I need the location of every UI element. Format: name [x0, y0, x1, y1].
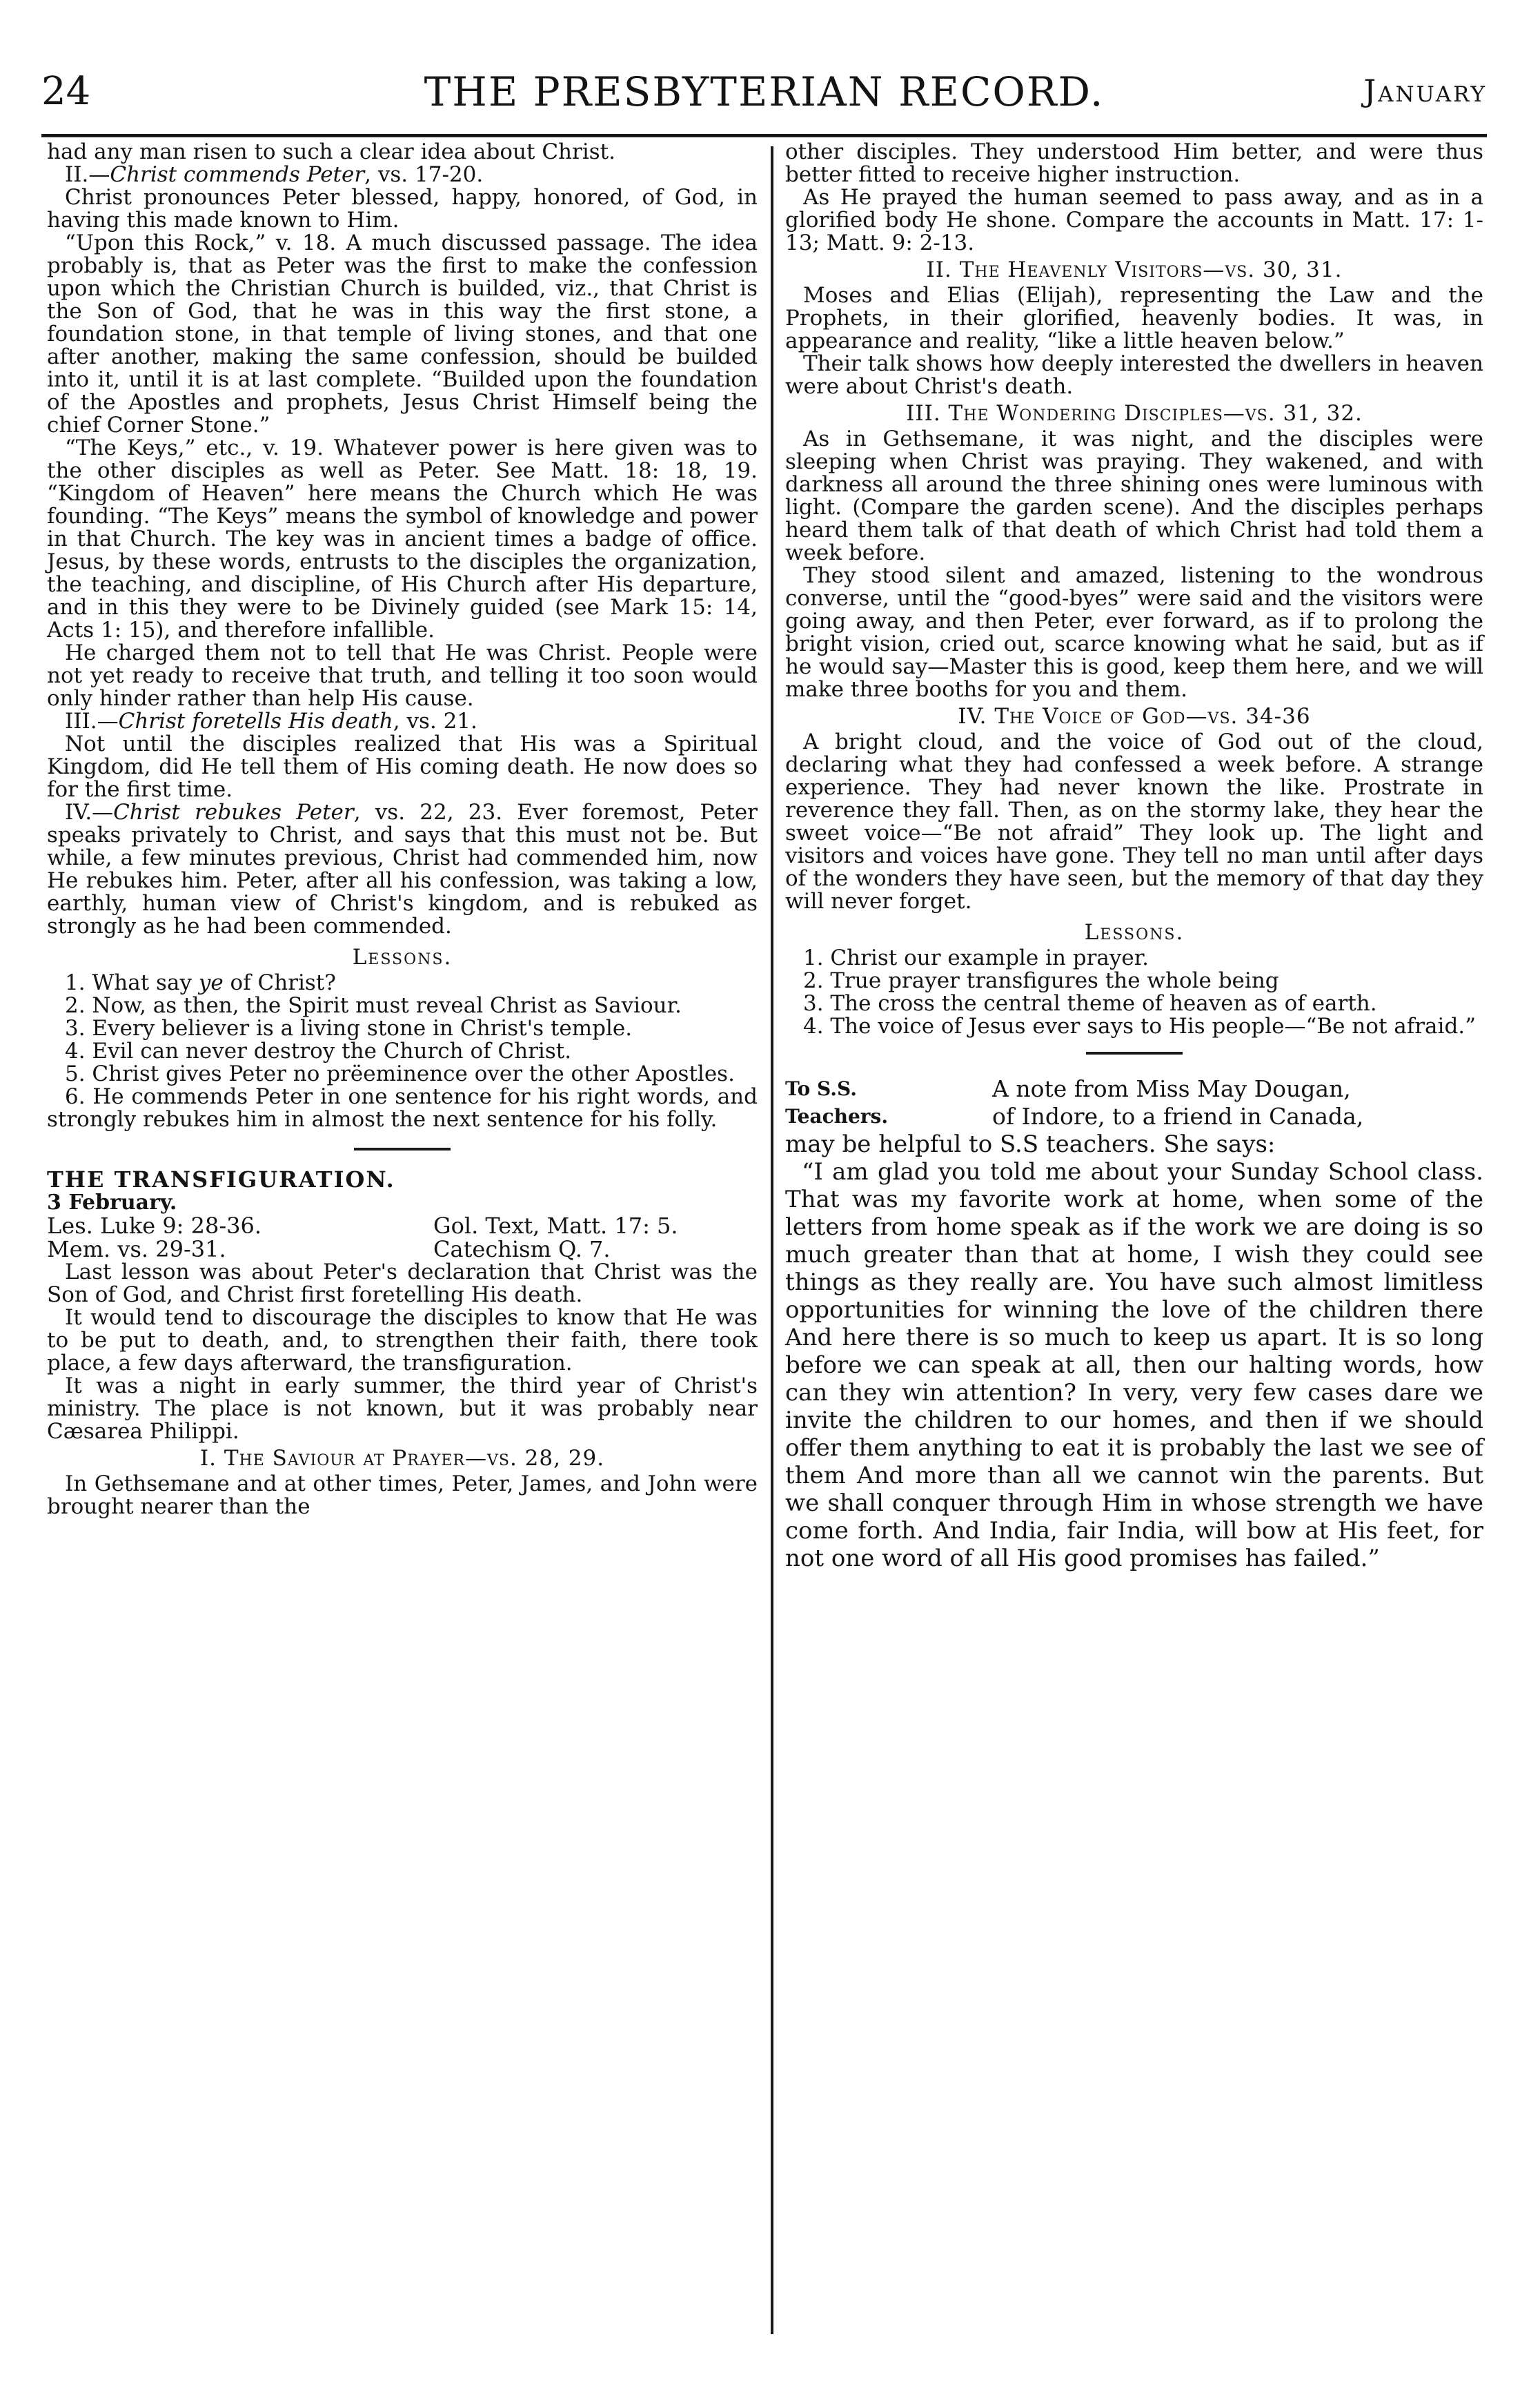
- issue-month: January: [1363, 74, 1487, 109]
- column-divider: [771, 146, 773, 2334]
- paragraph: A bright cloud, and the voice of God out of the cloud, declaring what they had confessed a week before. A strange experience. They had never known the like. Prostrate in reverence they fall. Then, as on the stormy lake, they hear the sweet voice—“Be not afraid” They look up. The light and visitors and voices have gone. They tell no man until after days of the wonders they have seen, but the memory of that day they will never forget.: [785, 730, 1483, 914]
- paragraph: Last lesson was about Peter's declaration that Christ was the Son of God, and Christ first foretelling His death.: [47, 1260, 758, 1307]
- page-number: 24: [41, 69, 91, 114]
- paragraph: “The Keys,” etc., v. 19. Whatever power is here given was to the other disciples as well as Peter. See Matt. 18: 18, 19. “Kingdom of Heaven” here means the Church which He was founding. “The Keys” means the symbol of knowledge and power in that Church. The key was in ancient times a badge of office. Jesus, by these words, entrusts to the disciples the organization, the teaching, and discipline, of His Church after His departure, and in this they were to be Divinely guided (see Mark 15: 14, Acts 1: 15), and therefore infallible.: [47, 435, 758, 643]
- scripture-references: [47, 1214, 758, 1237]
- paragraph: Moses and Elias (Elijah), representing the Law and the Prophets, in their glorified, heavenly bodies. It was, in appearance and reality, “like a little heaven below.”: [785, 283, 1483, 353]
- paragraph: As He prayed the human seemed to pass away, and as in a glorified body He shone. Compare the accounts in Matt. 17: 1-13; Matt. 9: 2-13.: [785, 185, 1483, 255]
- lessons-heading: Lessons.: [352, 945, 453, 970]
- paragraph: may be helpful to S.S teachers. She says:: [785, 1130, 1276, 1158]
- left-column: [47, 141, 758, 1518]
- paragraph: It would tend to discourage the disciples to know that He was to be put to death, and, to strengthen their faith, there took place, a few days afterward, the transfiguration.: [47, 1305, 758, 1375]
- lesson-date: 3 February.: [47, 1191, 177, 1215]
- lesson-item: 3. Every believer is a living stone in Christ's temple.: [65, 1016, 633, 1041]
- paragraph: Not until the disciples realized that His was a Spiritual Kingdom, did He tell them of His coming death. He now does so for the first time.: [47, 732, 758, 802]
- teachers-note: [785, 1075, 1483, 1572]
- paragraph: Their talk shows how deeply interested the dwellers in heaven were about Christ's death.: [785, 351, 1483, 399]
- paragraph: He charged them not to tell that He was Christ. People were not yet ready to receive that truth, and telling it too soon would only hinder rather than help His cause.: [47, 640, 758, 711]
- letter-quote: “I am glad you told me about your Sunday School class. That was my favorite work at home, when some of the letters from home speak as if the work we are doing is so much greater than that at home, I wish they could see things as they really are. You have such almost limitless opportunities for winning the love of the children there And here there is so much to keep us apart. It is so long before we can speak at all, then our halting words, how can they win attention? In very, very few cases dare we invite the children to our homes, and then if we should offer them anything to eat it is probably the last we see of them And more than all we cannot win the parents. But we shall conquer through Him in whose strength we have come forth. And India, fair India, will bow at His feet, for not one word of all His good promises has failed.”: [785, 1158, 1483, 1572]
- note-intro-line: of Indore, to a friend in Canada,: [992, 1103, 1364, 1130]
- lesson-item: 5. Christ gives Peter no prëeminence over the other Apostles.: [65, 1061, 735, 1086]
- paragraph: Christ pronounces Peter blessed, happy, honored, of God, in having this made known to Him.: [47, 185, 758, 233]
- section-heading: III. The Wondering Disciples—vs. 31, 32.: [906, 401, 1363, 426]
- lesson-title: THE TRANSFIGURATION.: [47, 1166, 395, 1193]
- memory-references: [47, 1237, 758, 1261]
- right-column: [785, 141, 1483, 1572]
- note-label: To S.S. Teachers.: [785, 1077, 889, 1128]
- paragraph: had any man risen to such a clear idea about Christ.: [47, 139, 615, 164]
- note-intro-line: A note from Miss May Dougan,: [992, 1075, 1351, 1102]
- section-heading: II. The Heavenly Visitors—vs. 30, 31.: [926, 257, 1343, 282]
- paragraph: IV.—Christ rebukes Peter, vs. 22, 23. Ever foremost, Peter speaks privately to Christ, and says that this must not be. But while, a few minutes previous, Christ had commended him, now He rebukes him. Peter, after all his confession, was taking a low, earthly, human view of Christ's kingdom, and is rebuked as strongly as he had been commended.: [47, 800, 758, 939]
- paragraph: In Gethsemane and at other times, Peter, James, and John were brought nearer than the: [47, 1471, 758, 1519]
- note-body: [785, 1130, 1483, 1572]
- lesson-item: 2. Now, as then, the Spirit must reveal Christ as Saviour.: [65, 993, 682, 1018]
- running-head: [41, 63, 1487, 120]
- paragraph: They stood silent and amazed, listening to the wondrous converse, until the “good-byes” were said and the visitors were going away, and then Peter, ever forward, as if to prolong the bright vision, cried out, scarce knowing what he said, but as if he would say—Master this is good, keep them here, and we will make three booths for you and them.: [785, 563, 1483, 702]
- section-heading: I. The Saviour at Prayer—vs. 28, 29.: [199, 1446, 605, 1471]
- lesson-item: 3. The cross the central theme of heaven as of earth.: [803, 991, 1377, 1016]
- section-heading: IV. The Voice of God—vs. 34-36: [958, 704, 1311, 729]
- lesson-item: 6. He commends Peter in one sentence for his right words, and strongly rebukes him in almost the next sentence for his folly.: [47, 1084, 758, 1132]
- lesson-item: 1. What say ye of Christ?: [65, 970, 336, 995]
- lesson-reference: Les. Luke 9: 28-36.: [47, 1213, 262, 1239]
- memory-reference: Mem. vs. 29-31.: [47, 1236, 226, 1262]
- golden-text-reference: Gol. Text, Matt. 17: 5.: [433, 1213, 678, 1239]
- lesson-item: 4. The voice of Jesus ever says to His people—“Be not afraid.”: [803, 1014, 1477, 1039]
- lessons-heading: Lessons.: [1084, 920, 1185, 945]
- paragraph: As in Gethsemane, it was night, and the disciples were sleeping when Christ was praying. They wakened, and with darkness all around the three shining ones were luminous with light. (Compare the garden scene). And the disciples perhaps heard them talk of that death of which Christ had told them a week before.: [785, 427, 1483, 565]
- publication-title: THE PRESBYTERIAN RECORD.: [424, 68, 1105, 115]
- section-divider: [354, 1148, 451, 1150]
- lesson-item: 1. Christ our example in prayer.: [803, 946, 1149, 970]
- paragraph: other disciples. They understood Him better, and were thus better fitted to receive higher instruction.: [785, 139, 1483, 187]
- paragraph: “Upon this Rock,” v. 18. A much discussed passage. The idea probably is, that as Peter was the first to make the confession upon which the Christian Church is builded, viz., that Christ is the Son of God, that he was in this way the first stone, a foundation stone, in that temple of living stones, and that one after another, making the same confession, should be builded into it, until it is at last complete. “Builded upon the foundation of the Apostles and prophets, Jesus Christ Himself being the chief Corner Stone.”: [47, 231, 758, 438]
- subsection-heading: II.—Christ commends Peter, vs. 17-20.: [65, 162, 484, 187]
- lesson-item: 2. True prayer transfigures the whole being: [803, 968, 1279, 993]
- section-divider: [1086, 1052, 1183, 1055]
- lesson-item: 4. Evil can never destroy the Church of Christ.: [65, 1039, 572, 1064]
- catechism-reference: Catechism Q. 7.: [433, 1236, 611, 1262]
- subsection-heading: III.—Christ foretells His death, vs. 21.: [65, 709, 477, 734]
- header-rule: [41, 134, 1487, 137]
- paragraph: It was a night in early summer, the third year of Christ's ministry. The place is not known, but it was probably near Cæsarea Philippi.: [47, 1373, 758, 1444]
